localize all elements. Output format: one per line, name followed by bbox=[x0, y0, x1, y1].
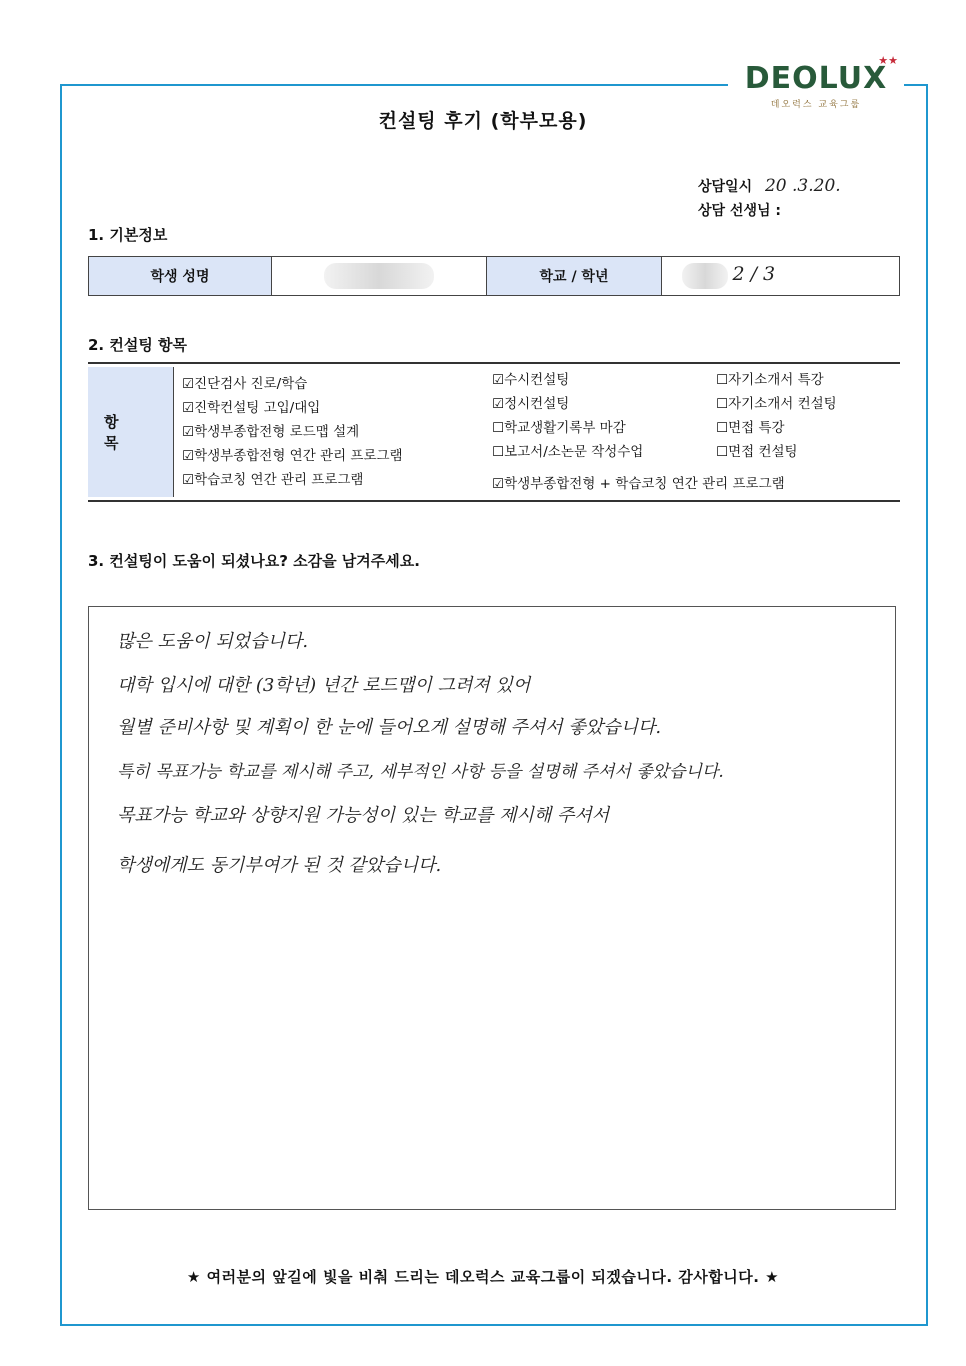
date-value: 20 .3.20. bbox=[764, 176, 841, 196]
deolux-logo bbox=[728, 54, 904, 110]
feedback-line: 특히 목표가능 학교를 제시해 주고, 세부적인 사항 등을 설명해 주셔서 좋았습니다. bbox=[117, 762, 724, 782]
feedback-line: 많은 도움이 되었습니다. bbox=[117, 631, 309, 652]
items-col-1 bbox=[182, 372, 403, 492]
feedback-line: 대학 입시에 대한 (3학년) 년간 로드맵이 그려져 있어 bbox=[117, 675, 531, 696]
star-icon: ★★ bbox=[878, 54, 898, 67]
section-feedback-title: 3. 컨설팅이 도움이 되셨나요? 소감을 남겨주세요. bbox=[88, 552, 420, 570]
date-label: 상담일시 bbox=[698, 179, 753, 195]
items-col-3 bbox=[716, 368, 837, 464]
feedback-line: 월별 준비사항 및 계획이 한 눈에 들어오게 설명해 주셔서 좋았습니다. bbox=[117, 717, 662, 738]
grade-text: 2 / 3 bbox=[732, 263, 776, 285]
item-checkbox[interactable]: ☐자기소개서 컨설팅 bbox=[716, 396, 837, 412]
item-checkbox[interactable]: ☑학생부종합전형 + 학습코칭 연간 관리 프로그램 bbox=[492, 476, 785, 492]
consulting-items-box bbox=[88, 362, 900, 502]
item-checkbox[interactable]: ☑수시컨설팅 bbox=[492, 372, 570, 388]
consult-date bbox=[698, 176, 841, 196]
item-checkbox[interactable]: ☐면접 컨설팅 bbox=[716, 444, 798, 460]
student-name-value bbox=[272, 257, 487, 296]
redacted-school bbox=[682, 263, 728, 289]
item-checkbox[interactable]: ☑진학컨설팅 고입/대입 bbox=[182, 400, 321, 416]
feedback-box bbox=[88, 606, 896, 1210]
school-grade-value bbox=[662, 257, 900, 296]
section-items-title: 2. 컨설팅 항목 bbox=[88, 336, 188, 354]
item-checkbox[interactable]: ☑학습코칭 연간 관리 프로그램 bbox=[182, 472, 364, 488]
item-checkbox[interactable]: ☐자기소개서 특강 bbox=[716, 372, 824, 388]
item-checkbox[interactable]: ☐학교생활기록부 마감 bbox=[492, 420, 626, 436]
item-checkbox[interactable]: ☑학생부종합전형 연간 관리 프로그램 bbox=[182, 448, 403, 464]
item-checkbox[interactable]: ☑진단검사 진로/학습 bbox=[182, 376, 308, 392]
item-checkbox[interactable]: ☐면접 특강 bbox=[716, 420, 785, 436]
school-grade-label: 학교 / 학년 bbox=[487, 257, 662, 296]
basic-info-table bbox=[88, 256, 900, 296]
logo-subtitle: 데오럭스 교육그룹 bbox=[770, 100, 862, 110]
feedback-line: 목표가능 학교와 상향지원 가능성이 있는 학교를 제시해 주셔서 bbox=[117, 805, 610, 826]
item-checkbox[interactable]: ☑정시컨설팅 bbox=[492, 396, 570, 412]
consult-teacher: 상담 선생님 : bbox=[698, 203, 781, 219]
logo-text: DEOLUX bbox=[744, 61, 888, 96]
items-label: 항 목 bbox=[88, 367, 174, 497]
item-checkbox[interactable]: ☑학생부종합전형 로드맵 설계 bbox=[182, 424, 360, 440]
redacted-name bbox=[324, 263, 434, 289]
footer-message: ★ 여러분의 앞길에 빛을 비춰 드리는 데오럭스 교육그룹이 되겠습니다. 감사합니다. ★ bbox=[186, 1268, 780, 1286]
student-name-label: 학생 성명 bbox=[89, 257, 272, 296]
feedback-line: 학생에게도 동기부여가 된 것 같았습니다. bbox=[117, 855, 442, 876]
page-title: 컨설팅 후기 (학부모용) bbox=[378, 110, 588, 132]
section-basic-info-title: 1. 기본정보 bbox=[88, 226, 168, 244]
item-checkbox[interactable]: ☐보고서/소논문 작성수업 bbox=[492, 444, 644, 460]
